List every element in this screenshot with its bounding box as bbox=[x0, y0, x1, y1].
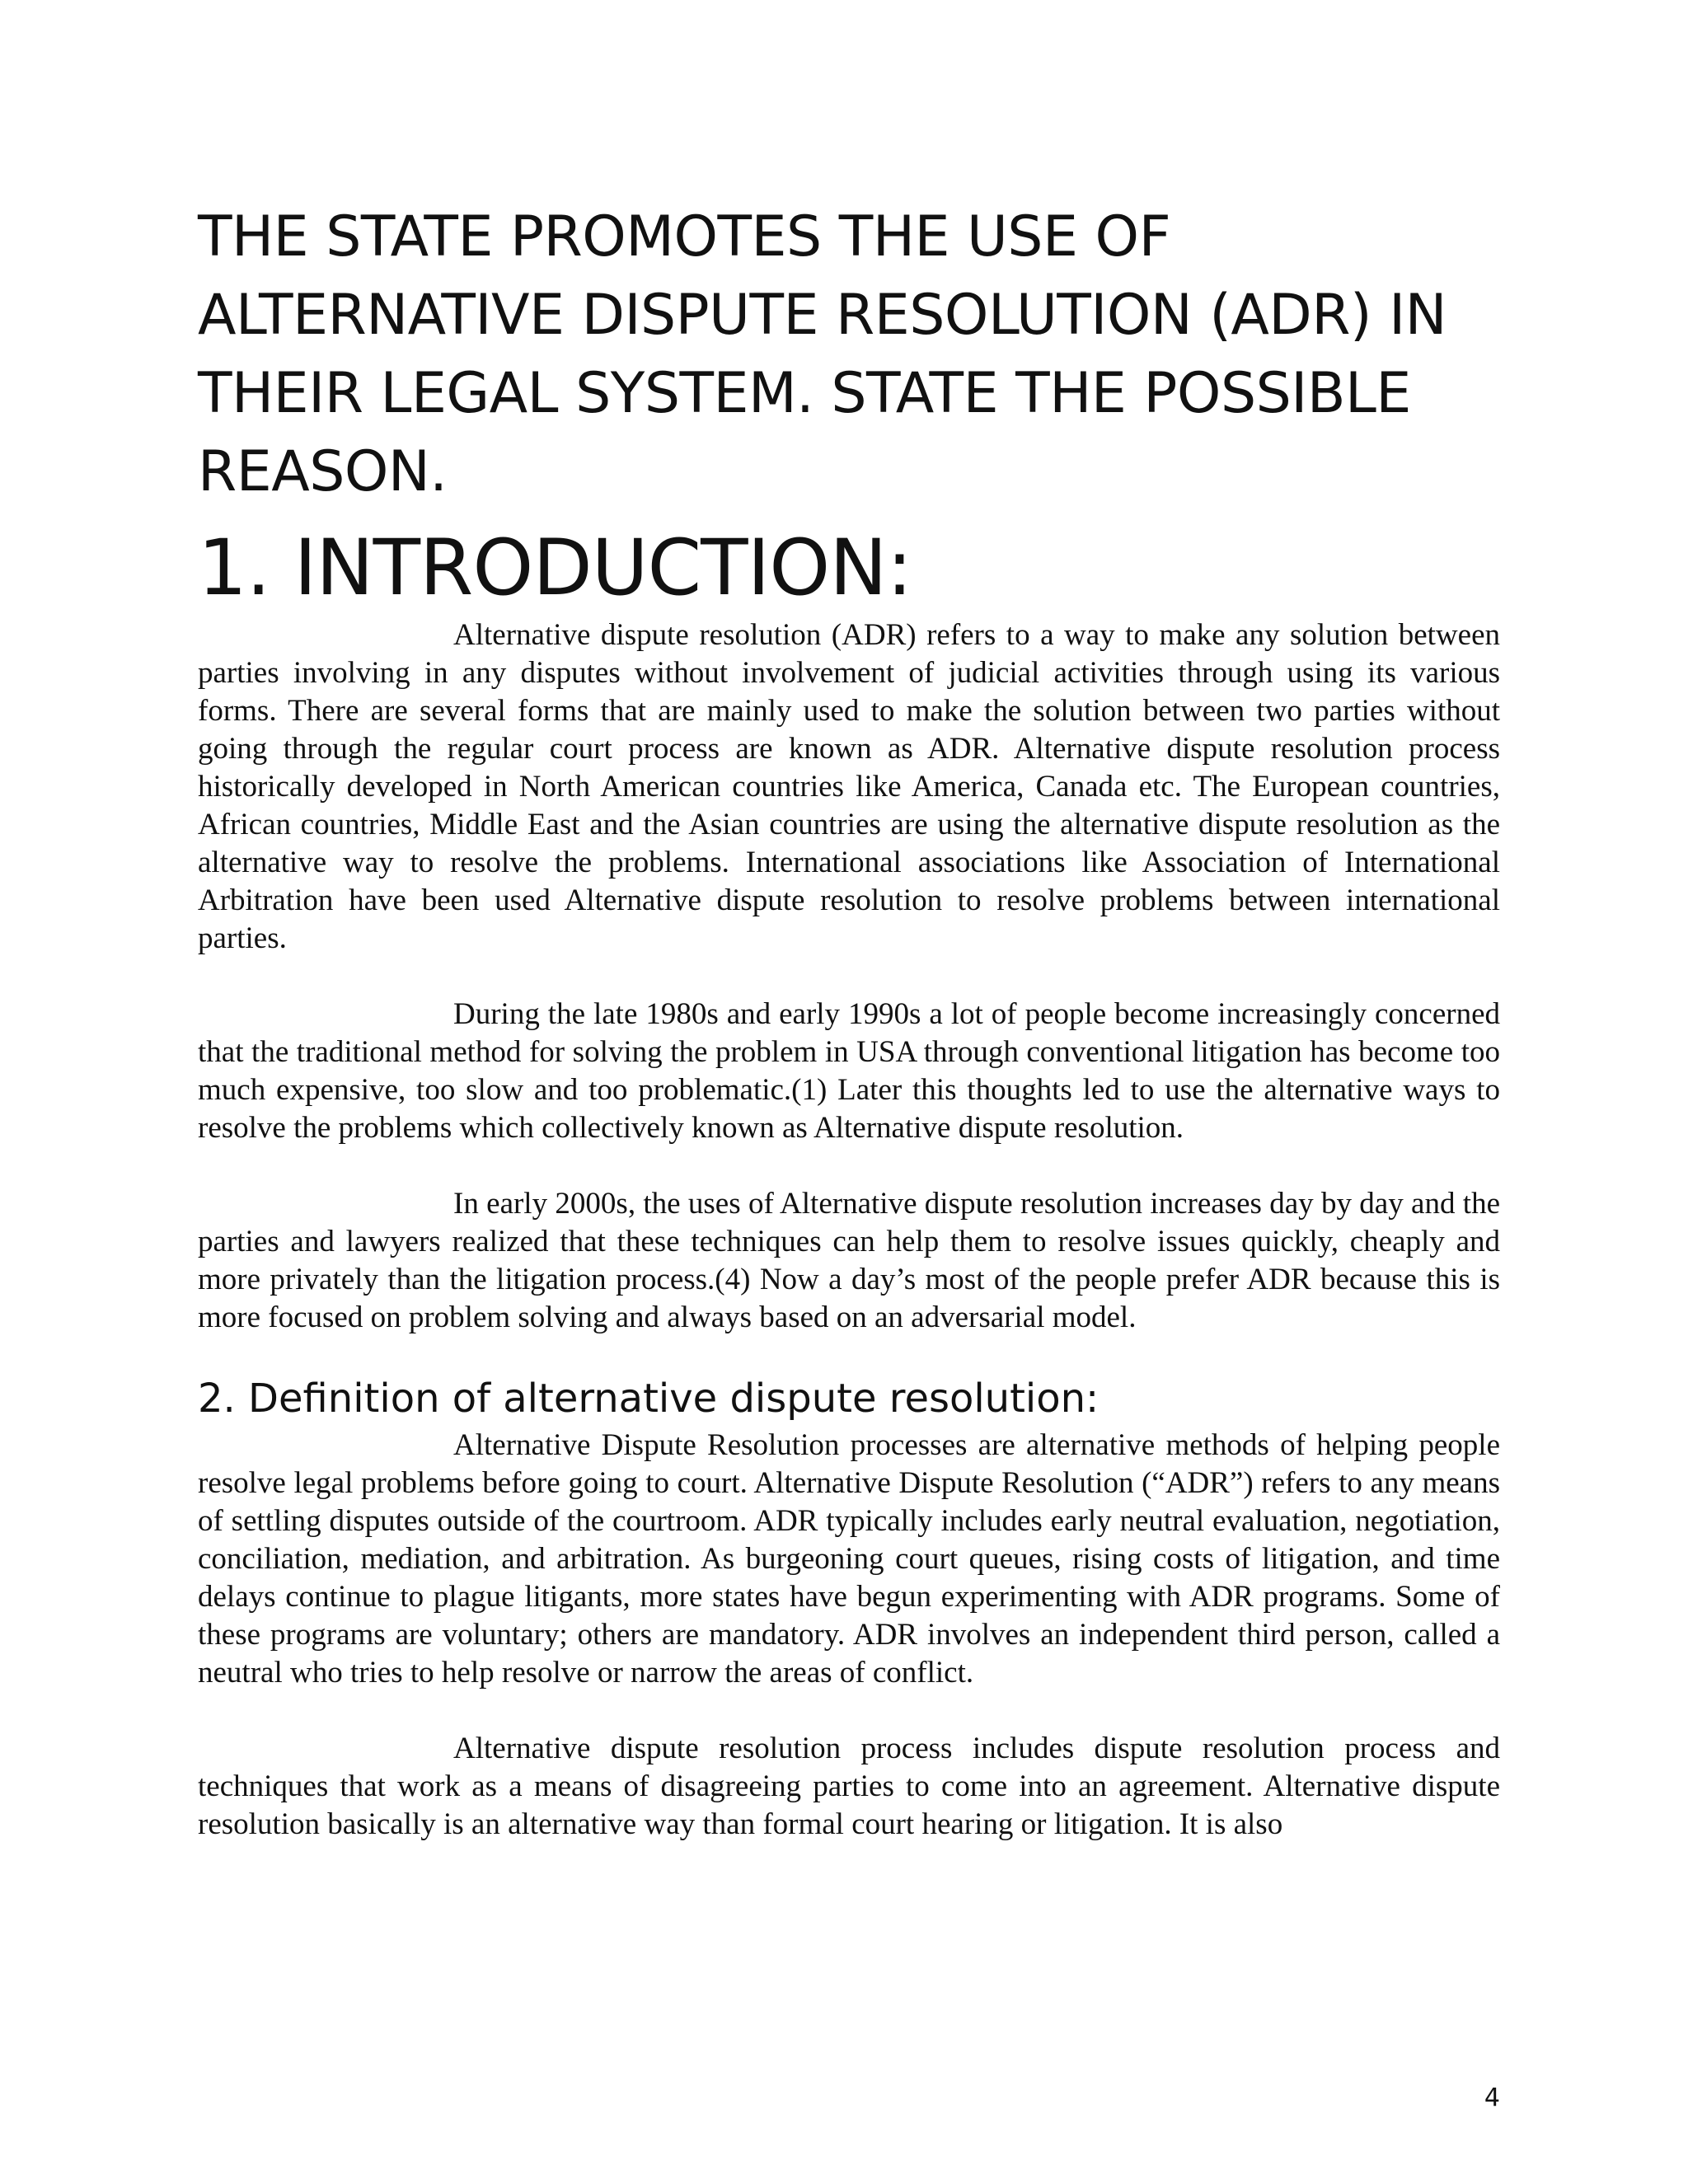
intro-paragraph-1: Alternative dispute resolution (ADR) refers to a way to make any solution between parties involving in any disputes without involvement of judicial activities through using its various forms. There are several forms that are mainly used to make the solution between two parties without going through the regular court process are known as ADR. Alternative dispute resolution process historically developed in North American countries like America, Canada etc. The European countries, African countries, Middle East and the Asian countries are using the alternative dispute resolution as the alternative way to resolve the problems. International associations like Association of International Arbitration have been used Alternative dispute resolution to resolve problems between international parties. bbox=[198, 618, 1500, 955]
definition-paragraph-2: Alternative dispute resolution process includes dispute resolution process and techniques that work as a means of disagreeing parties to come into an agreement. Alternative dispute resolution basically is an alternative way than formal court hearing or litigation. It is also bbox=[198, 1732, 1500, 1841]
document-page bbox=[198, 198, 1500, 1844]
document-title: THE STATE PROMOTES THE USE OF ALTERNATIVE DISPUTE RESOLUTION (ADR) IN THEIR LEGAL SYSTEM. STATE THE POSSIBLE REASON. bbox=[198, 204, 1447, 504]
page-number: 4 bbox=[1484, 2083, 1500, 2112]
definition-paragraph-1: Alternative Dispute Resolution processes are alternative methods of helping people resolve legal problems before going to court. Alternative Dispute Resolution (“ADR”) refers to any means of settling disputes outside of the courtroom. ADR typically includes early neutral evaluation, negotiation, conciliation, mediation, and arbitration. As burgeoning court queues, rising costs of litigation, and time delays continue to plague litigants, more states have begun experimenting with ADR programs. Some of these programs are voluntary; others are mandatory. ADR involves an independent third person, called a neutral who tries to help resolve or narrow the areas of conflict. bbox=[198, 1428, 1500, 1690]
section-heading-definition: 2. Definition of alternative dispute resolution: bbox=[198, 1376, 1100, 1422]
section-heading-introduction: 1. INTRODUCTION: bbox=[198, 523, 912, 613]
intro-paragraph-3: In early 2000s, the uses of Alternative dispute resolution increases day by day and the parties and lawyers realized that these techniques can help them to resolve issues quickly, cheaply and more privately than the litigation process.(4) Now a day’s most of the people prefer ADR because this is more focused on problem solving and always based on an adversarial model. bbox=[198, 1187, 1500, 1334]
intro-paragraph-2: During the late 1980s and early 1990s a lot of people become increasingly concerned that the traditional method for solving the problem in USA through conventional litigation has become too much expensive, too slow and too problematic.(1) Later this thoughts led to use the alternative ways to resolve the problems which collectively known as Alternative dispute resolution. bbox=[198, 997, 1500, 1145]
paragraph-gap bbox=[198, 958, 1500, 996]
paragraph-gap bbox=[198, 1147, 1500, 1185]
paragraph-gap bbox=[198, 1692, 1500, 1730]
